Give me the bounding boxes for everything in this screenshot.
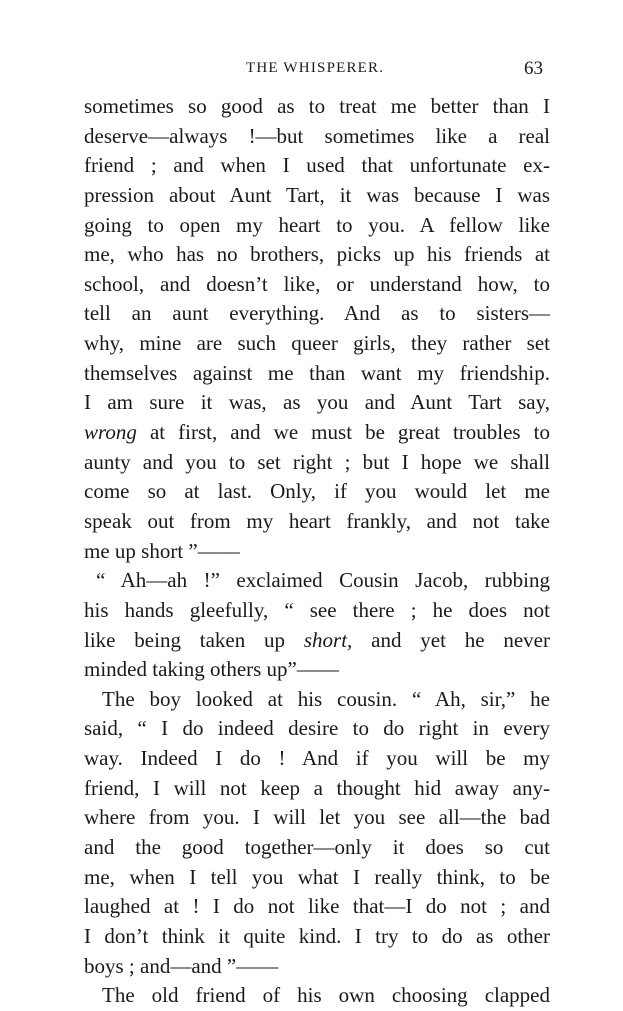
text-line (84, 359, 550, 389)
text-segment: speak out from my heart frankly, and not take (84, 508, 550, 533)
text-line (84, 240, 550, 270)
text-line (84, 922, 550, 952)
text-segment: sometimes so good as to treat me better than I (84, 94, 550, 118)
text-line (84, 566, 550, 596)
text-segment: aunty and you to set right ; but I hope we shall (84, 449, 550, 474)
text-line (84, 151, 550, 181)
running-title: THE WHISPERER. (246, 60, 385, 76)
text-segment: I am sure it was, as you and Aunt Tart say, (84, 390, 550, 415)
text-segment: I don’t think it quite kind. I try to do as other (84, 923, 550, 948)
text-segment: where from you. I will let you see all—the bad (84, 805, 550, 830)
text-segment: why, mine are such queer girls, they rather set (84, 331, 550, 356)
text-segment: tell an aunt everything. And as to sisters— (84, 301, 550, 326)
text-line (84, 122, 550, 152)
text-line (84, 744, 550, 774)
text-line (84, 477, 550, 507)
text-line (84, 299, 550, 329)
text-segment: his hands gleefully, “ see there ; he does not (84, 597, 550, 622)
text-line (84, 981, 550, 1011)
text-segment: and the good together—only it does so cut (84, 835, 550, 860)
text-segment: The old friend of his own choosing clapped (102, 983, 550, 1008)
text-segment: going to open my heart to you. A fellow like (84, 212, 550, 237)
running-header (0, 58, 623, 80)
text-segment: deserve—always !—but sometimes like a real (84, 123, 550, 148)
text-line (84, 626, 550, 656)
text-line (84, 270, 550, 300)
page-number: 63 (524, 58, 543, 79)
text-line (84, 448, 550, 478)
text-segment: and yet he never (352, 627, 550, 652)
text-line (84, 892, 550, 922)
text-line (84, 774, 550, 804)
text-segment: “ Ah—ah !” exclaimed Cousin Jacob, rubbing (96, 568, 550, 593)
text-segment: minded taking others up”—— (84, 657, 339, 682)
text-segment: The boy looked at his cousin. “ Ah, sir,” he (102, 686, 550, 711)
text-line (84, 863, 550, 893)
text-segment: like being taken up (84, 627, 304, 652)
text-segment: me, when I tell you what I really think, to be (84, 864, 550, 889)
text-line (84, 537, 550, 567)
text-segment: me, who has no brothers, picks up his friends at (84, 242, 550, 267)
text-segment: come so at last. Only, if you would let me (84, 479, 550, 504)
text-line (84, 329, 550, 359)
text-line (84, 181, 550, 211)
text-segment: friend, I will not keep a thought hid away any- (84, 775, 550, 800)
text-segment: pression about Aunt Tart, it was because I was (84, 182, 550, 207)
text-line (84, 418, 550, 448)
text-line (84, 952, 550, 982)
text-line (84, 211, 550, 241)
text-segment: friend ; and when I used that unfortunate ex- (84, 153, 550, 178)
text-line (84, 92, 550, 122)
text-segment: said, “ I do indeed desire to do right in every (84, 716, 550, 741)
text-segment: way. Indeed I do ! And if you will be my (84, 746, 550, 771)
text-line (84, 655, 550, 685)
text-line (84, 714, 550, 744)
text-line (84, 685, 550, 715)
italic-text: wrong (84, 420, 137, 445)
body-text (84, 92, 550, 1011)
text-segment: school, and doesn’t like, or understand how, to (84, 271, 550, 296)
text-segment: at first, and we must be great troubles to (136, 420, 550, 445)
italic-text: short, (303, 627, 353, 652)
text-line (84, 833, 550, 863)
text-segment: boys ; and—and ”—— (84, 953, 279, 978)
text-line (84, 388, 550, 418)
text-segment: laughed at ! I do not like that—I do not ; and (84, 894, 550, 919)
text-line (84, 803, 550, 833)
text-line (84, 596, 550, 626)
text-segment: themselves against me than want my friendship. (84, 360, 550, 385)
text-segment: me up short ”—— (84, 538, 240, 563)
text-line (84, 507, 550, 537)
